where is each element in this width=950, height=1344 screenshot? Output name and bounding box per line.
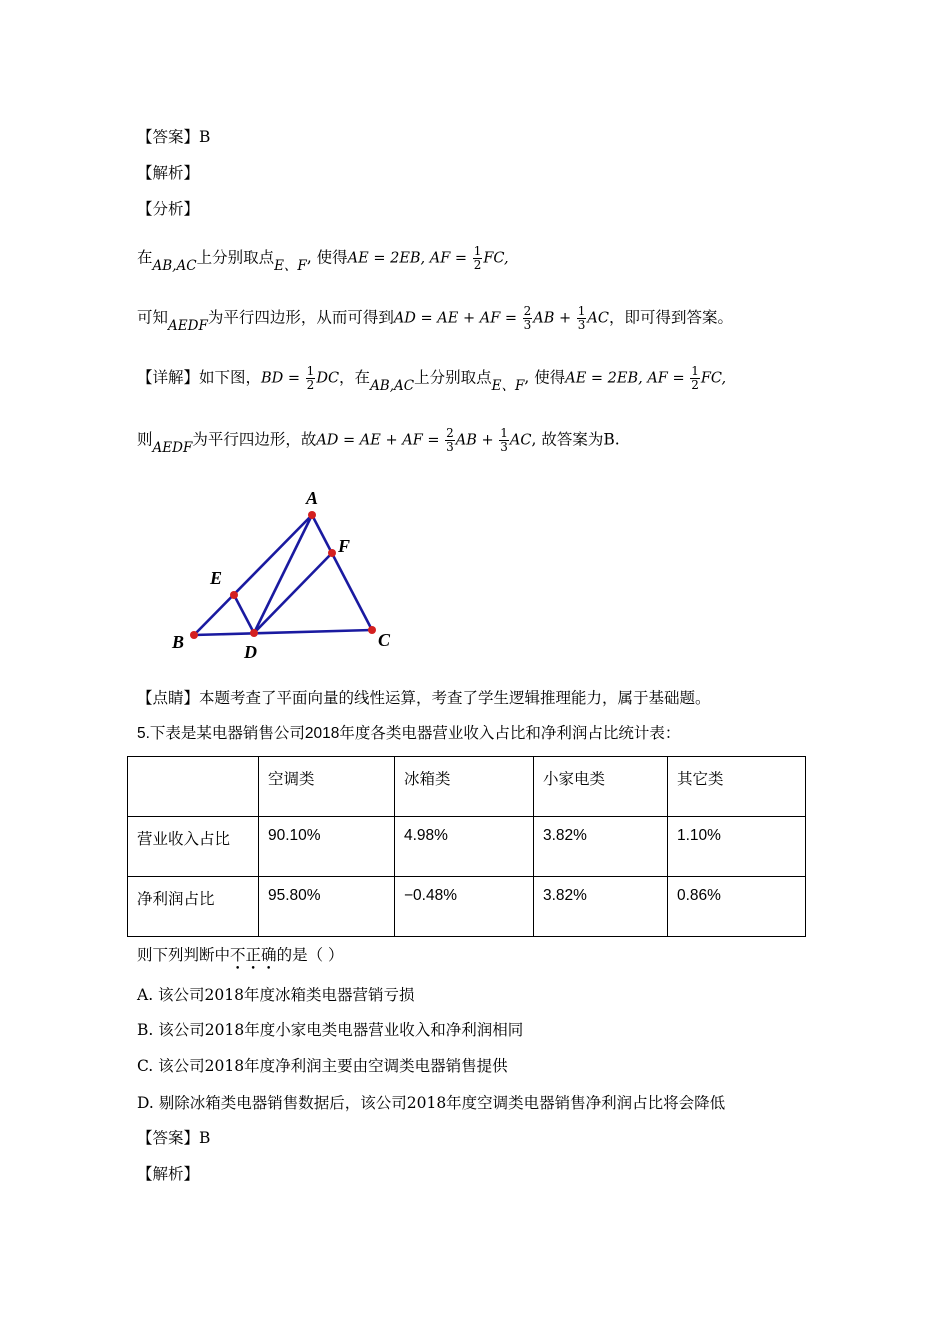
label-a: A <box>306 488 319 508</box>
text: 【详解】如下图， <box>137 368 262 387</box>
table-cell: 4.98% <box>395 817 534 877</box>
dianjing-text: 【点睛】本题考查了平面向量的线性运算，考查了学生逻辑推理能力，属于基础题。 <box>137 689 711 707</box>
question-stem <box>137 945 344 965</box>
text: , 使得 <box>306 248 348 267</box>
table-row <box>128 817 806 877</box>
option-d: D. 剔除冰箱类电器销售数据后，该公司2018年度空调类电器销售净利润占比将会降低 <box>137 1094 726 1112</box>
fenxi-line-2 <box>137 305 733 332</box>
vector-equation: AD = AE + AF = <box>393 310 522 327</box>
text: 则下列判断中 <box>137 946 231 964</box>
text: , 故答案为B. <box>531 430 620 449</box>
triangle-figure <box>160 482 420 662</box>
fraction <box>523 305 533 332</box>
fraction-denominator: 3 <box>446 440 454 454</box>
text: 上分别取点 <box>414 368 492 387</box>
math-sub: E、F <box>274 257 307 274</box>
math-sub: E、F <box>491 377 525 394</box>
vector-term: DC <box>316 370 340 387</box>
table-row <box>128 877 806 937</box>
table-cell: 净利润占比 <box>128 877 259 937</box>
table-cell: 95.80% <box>259 877 395 937</box>
math-sub: AEDF <box>152 439 193 456</box>
point-a <box>308 511 316 519</box>
emphasis-char: 正 <box>245 946 262 964</box>
vector-term: AC <box>587 310 609 327</box>
table-header-cell: 其它类 <box>668 757 806 817</box>
table-cell: 0.86% <box>668 877 806 937</box>
segment-ad <box>254 515 312 633</box>
label-e: E <box>210 568 223 588</box>
point-e <box>230 591 238 599</box>
text: 为平行四边形，故 <box>192 430 317 449</box>
fraction <box>690 365 700 392</box>
answer-label-2: 【答案】B <box>137 1129 211 1147</box>
fraction <box>473 245 483 272</box>
fraction <box>577 305 587 332</box>
text: , 使得 <box>524 368 566 387</box>
fraction-numerator: 2 <box>446 426 454 440</box>
vector-equation-tail: FC, <box>483 250 509 267</box>
text: ，即可得到答案。 <box>608 308 733 327</box>
label-c: C <box>378 630 391 650</box>
vector-equation: AE = 2EB, AF = <box>565 370 690 387</box>
analysis-label-2: 【解析】 <box>137 1165 200 1183</box>
table-header-cell <box>128 757 259 817</box>
vector-equation: BD = <box>261 370 305 387</box>
table-header-row <box>128 757 806 817</box>
analysis-label: 【解析】 <box>137 164 200 182</box>
detail-line-1 <box>137 365 726 392</box>
text: 可知 <box>137 308 169 327</box>
text: 的是（ ） <box>276 946 344 964</box>
segment-bc <box>194 630 372 635</box>
math-sub: AEDF <box>168 317 208 334</box>
fraction-denominator: 3 <box>523 318 532 332</box>
fenxi-line-1 <box>137 245 509 272</box>
fraction <box>306 365 316 392</box>
fraction-numerator: 1 <box>306 364 315 378</box>
label-d: D <box>244 642 257 662</box>
fenxi-label: 【分析】 <box>137 200 200 218</box>
fraction-denominator: 3 <box>500 440 508 454</box>
option-a: A. 该公司2018年度冰箱类电器营销亏损 <box>137 986 415 1004</box>
point-d <box>250 629 258 637</box>
math-sub: AB,AC <box>370 377 415 394</box>
segment-fd <box>254 553 332 633</box>
label-f: F <box>338 536 351 556</box>
point-f <box>328 549 336 557</box>
detail-line-2 <box>137 427 620 454</box>
fraction-denominator: 3 <box>577 318 586 332</box>
vector-term: FC, <box>700 370 727 387</box>
table-cell: 3.82% <box>534 817 668 877</box>
text: 在 <box>137 248 153 267</box>
emphasis-char: 不 <box>230 946 246 964</box>
table-header-cell: 空调类 <box>259 757 395 817</box>
point-b <box>190 631 198 639</box>
table-cell: 3.82% <box>534 877 668 937</box>
fraction-denominator: 2 <box>306 378 315 392</box>
fraction <box>445 427 455 454</box>
segment-ed <box>234 595 254 633</box>
option-c: C. 该公司2018年度净利润主要由空调类电器销售提供 <box>137 1057 508 1075</box>
table-cell: 1.10% <box>668 817 806 877</box>
question-5-title: 5.下表是某电器销售公司2018年度各类电器营业收入占比和净利润占比统计表： <box>137 725 681 742</box>
label-b: B <box>172 632 185 652</box>
fraction-denominator: 2 <box>473 258 482 272</box>
table-cell: 营业收入占比 <box>128 817 259 877</box>
vector-term: AC <box>509 432 532 449</box>
table-cell: 90.10% <box>259 817 395 877</box>
answer-label: 【答案】B <box>137 128 211 146</box>
point-c <box>368 626 376 634</box>
text: 上分别取点 <box>196 248 275 267</box>
table-header-cell: 冰箱类 <box>395 757 534 817</box>
segment-ca <box>312 515 372 630</box>
fraction <box>499 427 509 454</box>
table-cell: −0.48% <box>395 877 534 937</box>
stats-table <box>127 756 806 937</box>
text: 则 <box>137 430 153 449</box>
vector-equation: AE = 2EB, AF = <box>347 250 472 267</box>
fraction-numerator: 1 <box>577 304 586 318</box>
text: 为平行四边形，从而可得到 <box>207 308 394 327</box>
math-sub: AB,AC <box>152 257 197 274</box>
fraction-numerator: 1 <box>473 244 482 258</box>
vector-term: AB + <box>533 310 576 327</box>
fraction-numerator: 2 <box>523 304 532 318</box>
emphasis-char: 确 <box>261 946 277 964</box>
vector-equation: AD = AE + AF = <box>316 432 445 449</box>
vector-term: AB + <box>455 432 499 449</box>
fraction-denominator: 2 <box>691 378 699 392</box>
text: ，在 <box>339 368 371 387</box>
table-header-cell: 小家电类 <box>534 757 668 817</box>
fraction-numerator: 1 <box>691 364 699 378</box>
fraction-numerator: 1 <box>500 426 508 440</box>
option-b: B. 该公司2018年度小家电类电器营业收入和净利润相同 <box>137 1021 524 1039</box>
